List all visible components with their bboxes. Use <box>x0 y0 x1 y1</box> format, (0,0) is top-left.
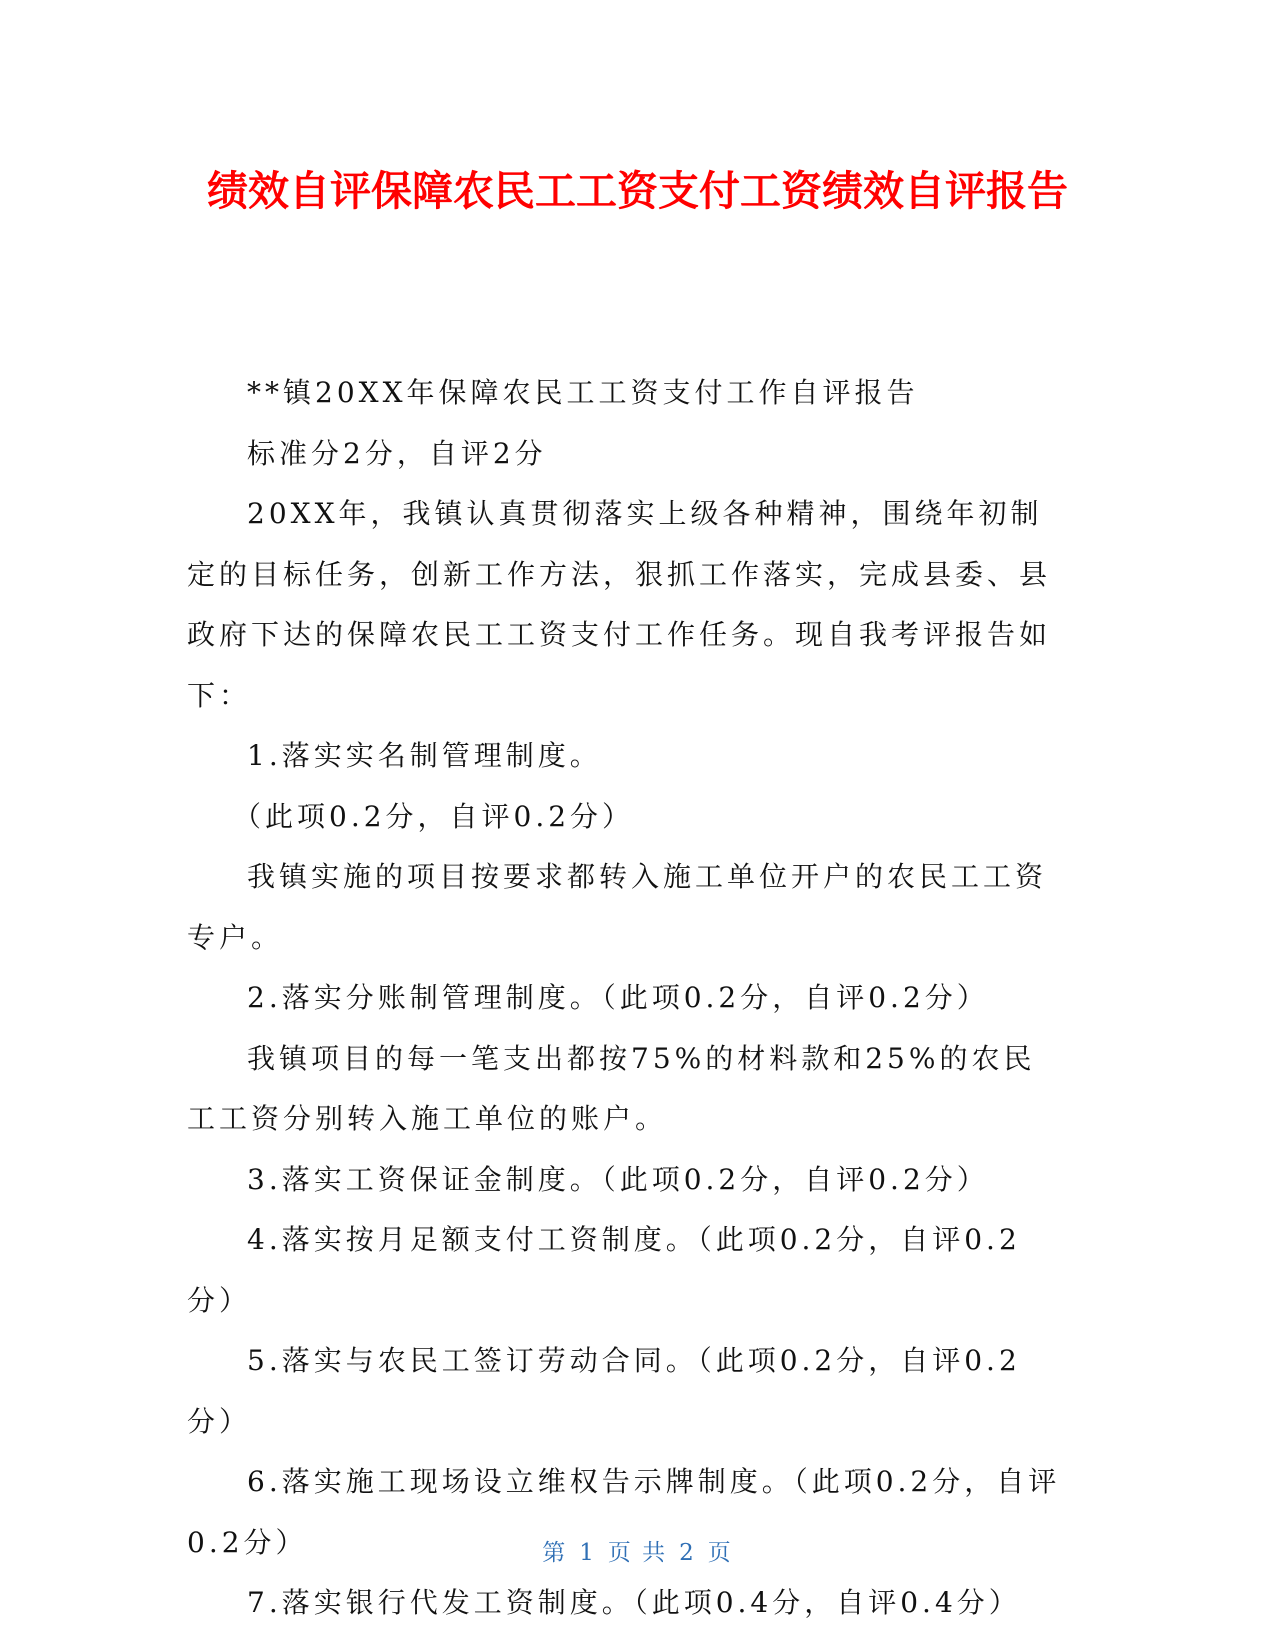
page-label-prefix: 第 <box>542 1540 568 1566</box>
item-6-heading: 6.落实施工现场设立维权告示牌制度。（此项0.2分，自评0.2分） <box>187 1465 1061 1559</box>
score-summary: 标准分2分，自评2分 <box>247 436 547 470</box>
document-title: 绩效自评保障农民工工资支付工资绩效自评报告 <box>207 167 1068 215</box>
item-2-heading: 2.落实分账制管理制度。（此项0.2分，自评0.2分） <box>247 981 989 1014</box>
item-5-heading: 5.落实与农民工签订劳动合同。（此项0.2分，自评0.2分） <box>187 1344 1021 1438</box>
item-1-score: （此项0.2分，自评0.2分） <box>233 799 635 833</box>
item-1-detail: 我镇实施的项目按要求都转入施工单位开户的农民工工资专户。 <box>187 860 1048 954</box>
page-label-suffix: 页 <box>707 1540 733 1566</box>
item-7-heading: 7.落实银行代发工资制度。（此项0.4分，自评0.4分） <box>247 1586 1021 1619</box>
total-pages-number: 2 <box>679 1540 696 1566</box>
intro-paragraph: 20XX年，我镇认真贯彻落实上级各种精神，围绕年初制定的目标任务，创新工作方法，狠抓工作落实，完成县委、县政府下达的保障农民工工资支付工作任务。现自我考评报告如下： <box>187 497 1052 712</box>
page-label-mid: 页 共 <box>607 1540 668 1566</box>
item-2-detail: 我镇项目的每一笔支出都按75%的材料款和25%的农民工工资分别转入施工单位的账户。 <box>187 1041 1036 1135</box>
current-page-number: 1 <box>579 1540 596 1566</box>
document-body <box>187 363 1067 1634</box>
item-1-heading: 1.落实实名制管理制度。 <box>247 739 602 772</box>
page-footer <box>0 1534 1275 1567</box>
item-3-heading: 3.落实工资保证金制度。（此项0.2分，自评0.2分） <box>247 1162 989 1196</box>
item-4-heading: 4.落实按月足额支付工资制度。（此项0.2分，自评0.2分） <box>187 1223 1021 1317</box>
report-heading: **镇20XX年保障农民工工资支付工作自评报告 <box>247 376 919 409</box>
